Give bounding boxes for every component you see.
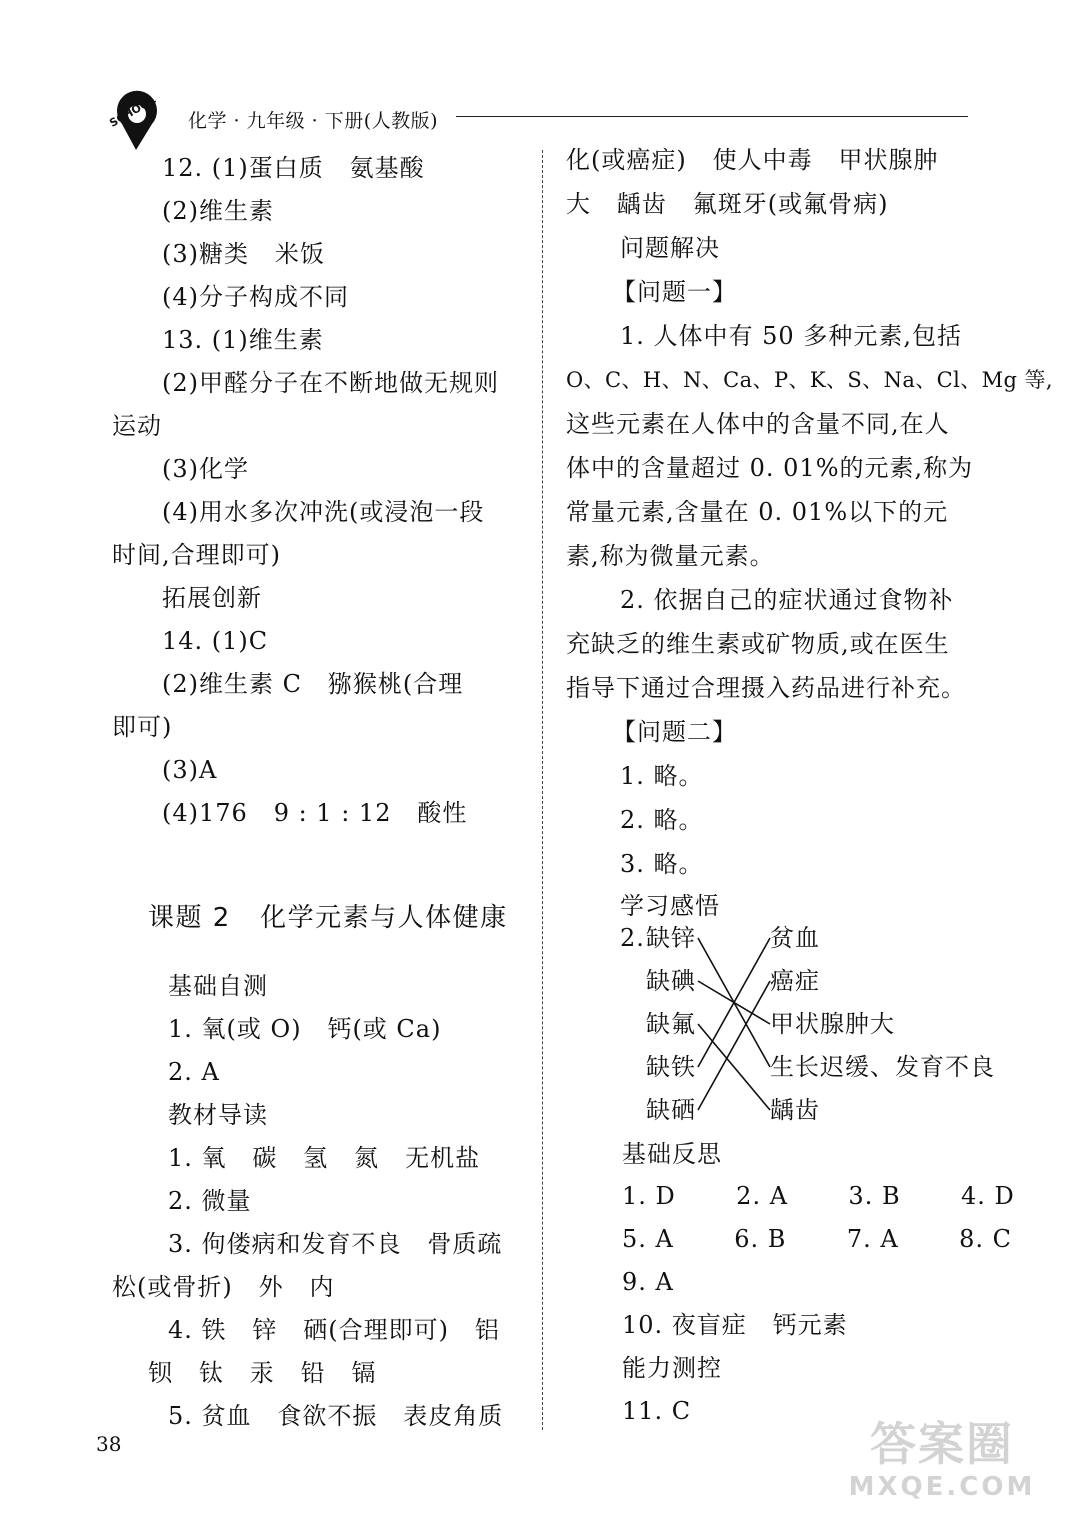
answer-line: 体中的含量超过 0. 01%的元素,称为 (566, 454, 974, 482)
answer-line: (3)A (162, 756, 218, 784)
section-label: 问题解决 (620, 234, 720, 262)
answer-line: 即可) (112, 713, 173, 741)
answer-line: 化(或癌症) 使人中毒 甲状腺肿 (566, 146, 939, 174)
answer-line: 2. 依据自己的症状通过食物补 (620, 586, 954, 614)
answer-line: 时间,合理即可) (112, 541, 281, 569)
answer-line: 2. A (168, 1058, 220, 1086)
answer-line: (3)糖类 米饭 (162, 240, 325, 268)
page-number: 38 (96, 1432, 122, 1456)
deficiency-item: 缺铁 (646, 1053, 696, 1081)
header-rule (456, 116, 968, 117)
column-divider (542, 150, 543, 1430)
answer-line: (2)甲醛分子在不断地做无规则 (162, 369, 499, 397)
answer-line: (4)用水多次冲洗(或浸泡一段 (162, 498, 485, 526)
watermark-text: 答案圈 (870, 1417, 1014, 1471)
deficiency-item: 缺锌 (646, 924, 696, 952)
answer-line: 1. 略。 (620, 762, 704, 790)
answer-line: 5. 贫血 食欲不振 表皮角质 (168, 1402, 504, 1430)
logo-text: SCHOOL (107, 93, 158, 130)
matching-connector (698, 981, 770, 1110)
lesson-heading: 课题 2 化学元素与人体健康 (148, 903, 508, 933)
watermark-url: MXQE.COM (848, 1472, 1036, 1502)
section-label: 拓展创新 (162, 584, 262, 612)
answer-line: (2)维生素 (162, 197, 274, 225)
answer-line: 指导下通过合理摄入药品进行补充。 (566, 674, 966, 702)
answer-line: O、C、H、N、Ca、P、K、S、Na、Cl、Mg 等, (566, 368, 1053, 392)
answer-line: 素,称为微量元素。 (566, 542, 775, 570)
school-logo-icon (100, 86, 178, 156)
answer-line: 11. C (622, 1397, 692, 1425)
answer-line: 9. A (622, 1268, 674, 1296)
answer-line: 1. 氧 碳 氢 氮 无机盐 (168, 1144, 481, 1172)
answer-line: (4)分子构成不同 (162, 283, 349, 311)
answer-line: 1. 人体中有 50 多种元素,包括 (620, 322, 962, 350)
section-label: 【问题一】 (612, 278, 737, 306)
answer-line: 钡 钛 汞 铅 镉 (148, 1359, 377, 1387)
answer-line: 14. (1)C (162, 627, 269, 655)
answer-line: 运动 (112, 412, 162, 440)
answer-line: (3)化学 (162, 455, 249, 483)
section-label: 学习感悟 (620, 892, 720, 920)
answer-line: 充缺乏的维生素或矿物质,或在医生 (566, 630, 950, 658)
symptom-item: 甲状腺肿大 (770, 1010, 895, 1038)
answer-line: 13. (1)维生素 (162, 326, 324, 354)
answer-line: (2)维生素 C 猕猴桃(合理 (162, 670, 464, 698)
section-label: 能力测控 (622, 1354, 722, 1382)
watermark (842, 1416, 1042, 1526)
symptom-item: 贫血 (770, 924, 820, 952)
answer-line: (4)176 9 : 1 : 12 酸性 (162, 799, 468, 827)
matching-diagram (616, 918, 1016, 1128)
section-label: 基础反思 (622, 1140, 722, 1168)
matching-connector (698, 1024, 770, 1110)
answer-line: 常量元素,含量在 0. 01%以下的元 (566, 498, 949, 526)
header-title: 化学 · 九年级 · 下册(人教版) (188, 110, 439, 132)
answer-line: 4. 铁 锌 硒(合理即可) 铝 (168, 1316, 500, 1344)
answer-line: 1. 氧(或 O) 钙(或 Ca) (168, 1015, 442, 1043)
deficiency-item: 缺氟 (646, 1010, 696, 1038)
answer-line: 1. D 2. A 3. B 4. D (622, 1182, 1015, 1210)
answer-line: 10. 夜盲症 钙元素 (622, 1311, 848, 1339)
answer-line: 5. A 6. B 7. A 8. C (622, 1225, 1012, 1253)
answer-line: 3. 佝偻病和发育不良 骨质疏 (168, 1230, 503, 1258)
matching-prefix: 2. (620, 924, 645, 952)
answer-line: 松(或骨折) 外 内 (112, 1273, 335, 1301)
answer-line: 大 龋齿 氟斑牙(或氟骨病) (566, 190, 889, 218)
section-label: 教材导读 (168, 1101, 268, 1129)
symptom-item: 生长迟缓、发育不良 (770, 1053, 995, 1081)
answer-line: 12. (1)蛋白质 氨基酸 (162, 154, 425, 182)
symptom-item: 龋齿 (770, 1096, 820, 1124)
section-label: 基础自测 (168, 972, 268, 1000)
answer-line: 2. 微量 (168, 1187, 252, 1215)
answer-line: 3. 略。 (620, 850, 704, 878)
section-label: 【问题二】 (612, 718, 737, 746)
deficiency-item: 缺碘 (646, 967, 696, 995)
deficiency-item: 缺硒 (646, 1096, 696, 1124)
symptom-item: 癌症 (770, 967, 820, 995)
answer-line: 2. 略。 (620, 806, 704, 834)
answer-line: 这些元素在人体中的含量不同,在人 (566, 410, 950, 438)
